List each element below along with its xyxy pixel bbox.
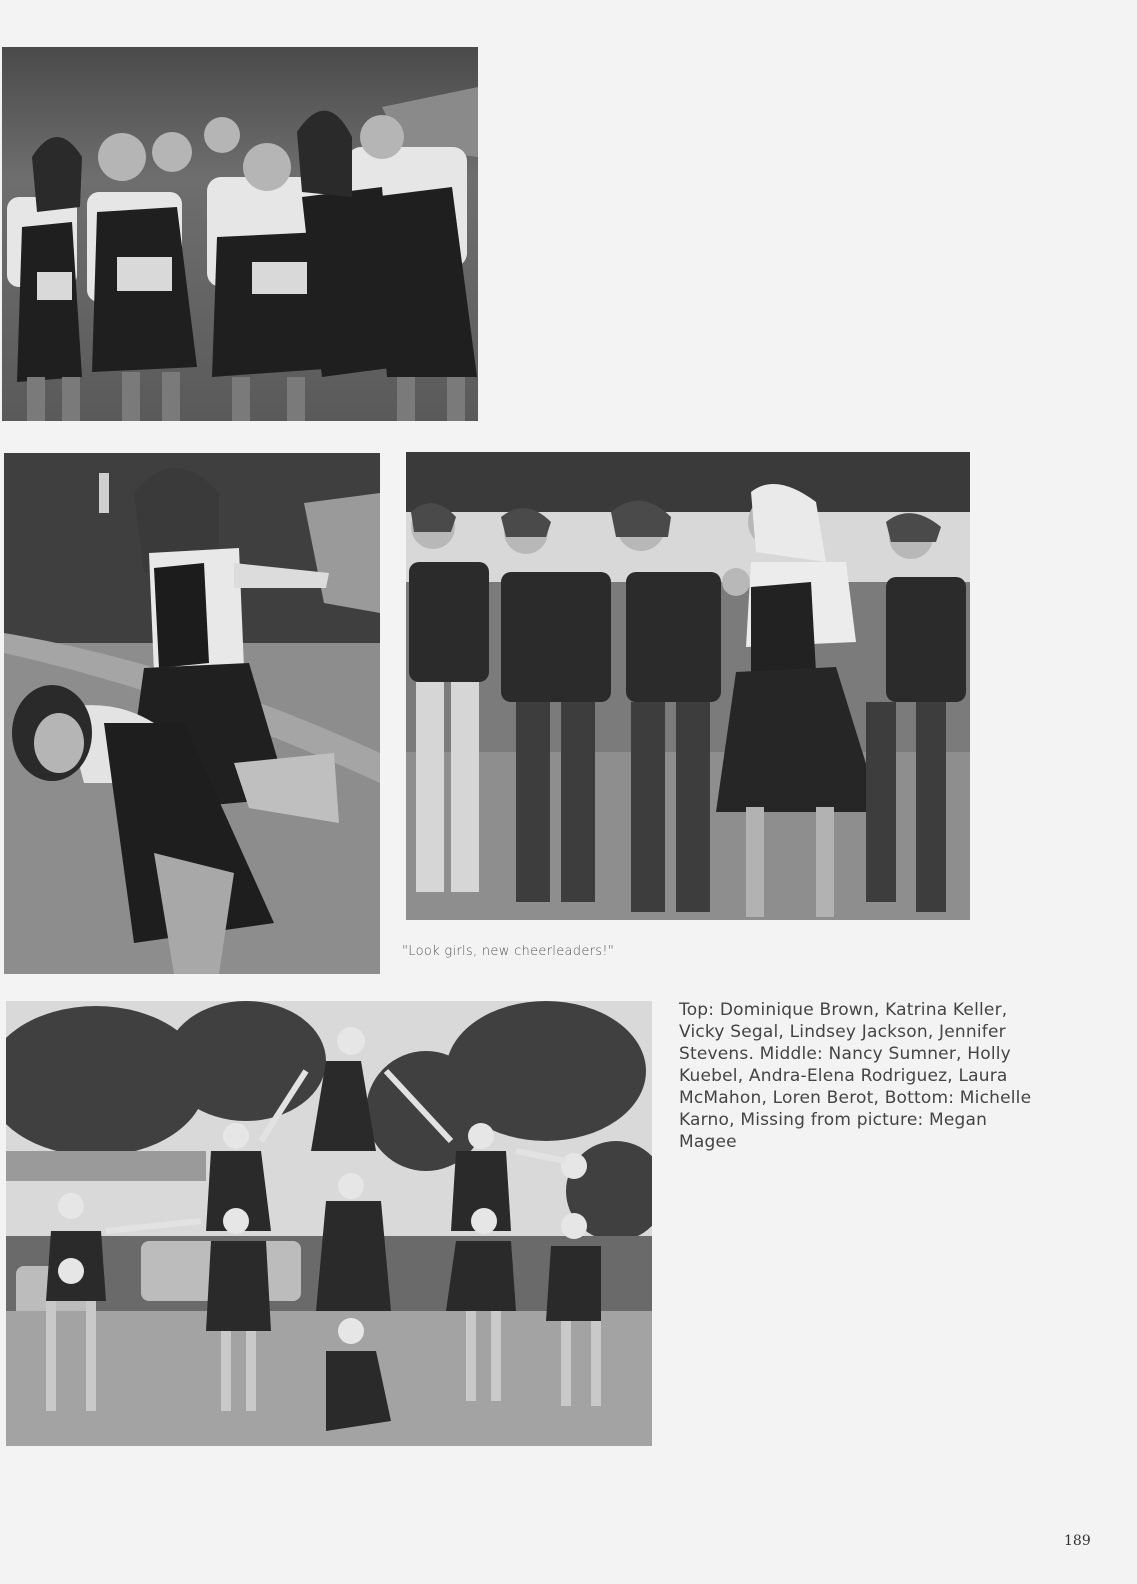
- piggyback-cheerleaders-photo: [4, 453, 380, 974]
- page-number: 189: [1064, 1533, 1091, 1549]
- photo-caption-quote: "Look girls, new cheerleaders!": [402, 944, 615, 959]
- group-of-cheerleaders-photo: [2, 47, 478, 421]
- names-caption: Top: Dominique Brown, Katrina Keller, Vicky Segal, Lindsey Jackson, Jennifer Stevens. Middle: Nancy Sumner, Holly Kuebel, Andra-Elena Rodriguez, Laura McMahon, Loren Berot, Bottom: Michelle Karno, Missing from picture: Megan Magee: [679, 1000, 1032, 1152]
- cheerleader-pyramid-photo: [6, 1001, 652, 1446]
- boys-and-cheerleader-dancing-photo: [406, 452, 970, 920]
